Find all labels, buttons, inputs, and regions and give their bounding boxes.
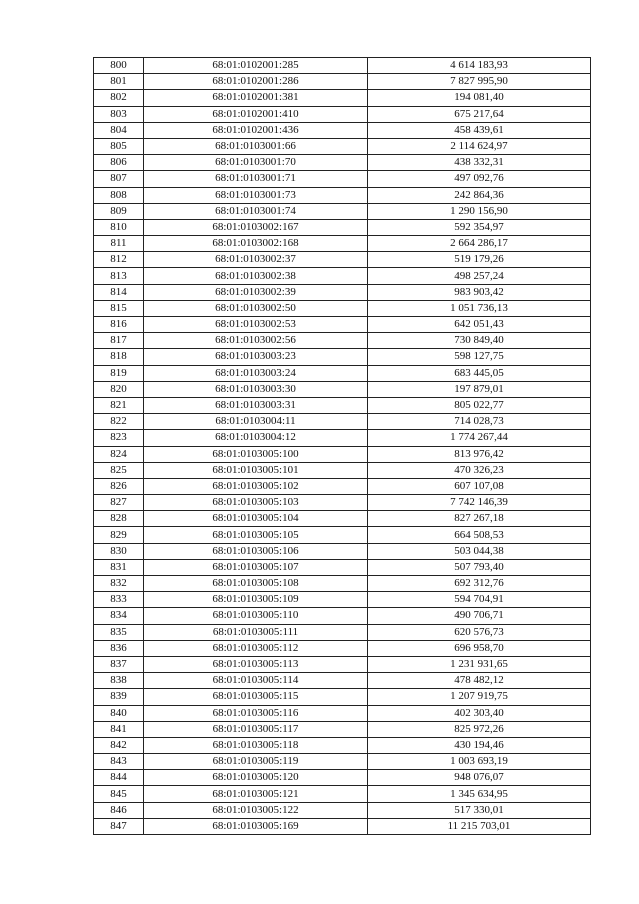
row-number-cell: 835 [94, 624, 144, 640]
cadastral-number-cell: 68:01:0103005:100 [144, 446, 368, 462]
row-number-cell: 828 [94, 511, 144, 527]
cadastral-value-cell: 827 267,18 [368, 511, 591, 527]
cadastral-number-cell: 68:01:0102001:381 [144, 90, 368, 106]
cadastral-value-cell: 11 215 703,01 [368, 818, 591, 834]
cadastral-number-cell: 68:01:0103005:107 [144, 559, 368, 575]
row-number-cell: 845 [94, 786, 144, 802]
cadastral-value-cell: 983 903,42 [368, 284, 591, 300]
table-row [94, 106, 591, 122]
cadastral-value-cell: 598 127,75 [368, 349, 591, 365]
row-number-cell: 801 [94, 74, 144, 90]
table-row [94, 624, 591, 640]
cadastral-number-cell: 68:01:0103002:168 [144, 236, 368, 252]
row-number-cell: 814 [94, 284, 144, 300]
row-number-cell: 815 [94, 300, 144, 316]
cadastral-value-table [93, 57, 591, 835]
table-row [94, 317, 591, 333]
cadastral-value-cell: 242 864,36 [368, 187, 591, 203]
cadastral-number-cell: 68:01:0102001:436 [144, 122, 368, 138]
cadastral-value-cell: 1 003 693,19 [368, 754, 591, 770]
cadastral-number-cell: 68:01:0103005:122 [144, 802, 368, 818]
cadastral-number-cell: 68:01:0103005:106 [144, 543, 368, 559]
cadastral-value-cell: 402 303,40 [368, 705, 591, 721]
row-number-cell: 832 [94, 576, 144, 592]
row-number-cell: 812 [94, 252, 144, 268]
cadastral-number-cell: 68:01:0103005:120 [144, 770, 368, 786]
cadastral-number-cell: 68:01:0103005:101 [144, 462, 368, 478]
cadastral-number-cell: 68:01:0103003:24 [144, 365, 368, 381]
table-row [94, 252, 591, 268]
cadastral-value-cell: 490 706,71 [368, 608, 591, 624]
row-number-cell: 846 [94, 802, 144, 818]
cadastral-value-cell: 517 330,01 [368, 802, 591, 818]
cadastral-value-cell: 2 114 624,97 [368, 138, 591, 154]
table-row [94, 414, 591, 430]
row-number-cell: 843 [94, 754, 144, 770]
row-number-cell: 819 [94, 365, 144, 381]
row-number-cell: 818 [94, 349, 144, 365]
cadastral-value-cell: 642 051,43 [368, 317, 591, 333]
cadastral-number-cell: 68:01:0103005:113 [144, 656, 368, 672]
cadastral-number-cell: 68:01:0103005:112 [144, 640, 368, 656]
cadastral-value-cell: 714 028,73 [368, 414, 591, 430]
cadastral-value-cell: 519 179,26 [368, 252, 591, 268]
table-row [94, 592, 591, 608]
cadastral-number-cell: 68:01:0103001:70 [144, 155, 368, 171]
table-row [94, 381, 591, 397]
cadastral-number-cell: 68:01:0103002:39 [144, 284, 368, 300]
row-number-cell: 803 [94, 106, 144, 122]
table-row [94, 770, 591, 786]
cadastral-number-cell: 68:01:0103001:71 [144, 171, 368, 187]
row-number-cell: 816 [94, 317, 144, 333]
cadastral-number-cell: 68:01:0103005:109 [144, 592, 368, 608]
row-number-cell: 807 [94, 171, 144, 187]
cadastral-number-cell: 68:01:0103002:53 [144, 317, 368, 333]
table-row [94, 397, 591, 413]
table-row [94, 122, 591, 138]
cadastral-number-cell: 68:01:0103005:115 [144, 689, 368, 705]
table-row [94, 446, 591, 462]
table-row [94, 608, 591, 624]
table-row [94, 236, 591, 252]
table-row [94, 219, 591, 235]
cadastral-value-cell: 692 312,76 [368, 576, 591, 592]
row-number-cell: 806 [94, 155, 144, 171]
cadastral-number-cell: 68:01:0103002:56 [144, 333, 368, 349]
table-row [94, 74, 591, 90]
cadastral-number-cell: 68:01:0103001:74 [144, 203, 368, 219]
cadastral-value-cell: 197 879,01 [368, 381, 591, 397]
cadastral-number-cell: 68:01:0103005:119 [144, 754, 368, 770]
cadastral-value-cell: 664 508,53 [368, 527, 591, 543]
cadastral-value-cell: 592 354,97 [368, 219, 591, 235]
cadastral-value-cell: 498 257,24 [368, 268, 591, 284]
row-number-cell: 813 [94, 268, 144, 284]
cadastral-value-cell: 607 107,08 [368, 478, 591, 494]
table-row [94, 527, 591, 543]
row-number-cell: 844 [94, 770, 144, 786]
cadastral-number-cell: 68:01:0103001:73 [144, 187, 368, 203]
table-row [94, 187, 591, 203]
cadastral-number-cell: 68:01:0103005:103 [144, 495, 368, 511]
row-number-cell: 820 [94, 381, 144, 397]
cadastral-number-cell: 68:01:0103002:50 [144, 300, 368, 316]
row-number-cell: 839 [94, 689, 144, 705]
table-row [94, 495, 591, 511]
cadastral-value-cell: 438 332,31 [368, 155, 591, 171]
row-number-cell: 802 [94, 90, 144, 106]
table-row [94, 268, 591, 284]
row-number-cell: 800 [94, 58, 144, 74]
table-row [94, 333, 591, 349]
table-row [94, 818, 591, 834]
cadastral-value-cell: 813 976,42 [368, 446, 591, 462]
cadastral-number-cell: 68:01:0102001:286 [144, 74, 368, 90]
cadastral-value-cell: 1 231 931,65 [368, 656, 591, 672]
table-row [94, 58, 591, 74]
row-number-cell: 825 [94, 462, 144, 478]
table-row [94, 786, 591, 802]
cadastral-number-cell: 68:01:0103003:30 [144, 381, 368, 397]
cadastral-number-cell: 68:01:0103005:102 [144, 478, 368, 494]
row-number-cell: 805 [94, 138, 144, 154]
table-row [94, 576, 591, 592]
row-number-cell: 833 [94, 592, 144, 608]
cadastral-value-cell: 620 576,73 [368, 624, 591, 640]
cadastral-value-cell: 1 207 919,75 [368, 689, 591, 705]
cadastral-value-cell: 2 664 286,17 [368, 236, 591, 252]
cadastral-number-cell: 68:01:0102001:410 [144, 106, 368, 122]
cadastral-number-cell: 68:01:0102001:285 [144, 58, 368, 74]
row-number-cell: 810 [94, 219, 144, 235]
row-number-cell: 838 [94, 673, 144, 689]
table-row [94, 543, 591, 559]
row-number-cell: 842 [94, 737, 144, 753]
cadastral-value-cell: 805 022,77 [368, 397, 591, 413]
row-number-cell: 827 [94, 495, 144, 511]
cadastral-value-cell: 507 793,40 [368, 559, 591, 575]
table-row [94, 737, 591, 753]
table-row [94, 365, 591, 381]
table-row [94, 656, 591, 672]
row-number-cell: 811 [94, 236, 144, 252]
table-row [94, 90, 591, 106]
table-row [94, 478, 591, 494]
cadastral-number-cell: 68:01:0103005:118 [144, 737, 368, 753]
table-row [94, 721, 591, 737]
cadastral-number-cell: 68:01:0103005:110 [144, 608, 368, 624]
row-number-cell: 824 [94, 446, 144, 462]
cadastral-value-cell: 825 972,26 [368, 721, 591, 737]
row-number-cell: 817 [94, 333, 144, 349]
row-number-cell: 841 [94, 721, 144, 737]
cadastral-number-cell: 68:01:0103002:38 [144, 268, 368, 284]
cadastral-number-cell: 68:01:0103005:117 [144, 721, 368, 737]
cadastral-number-cell: 68:01:0103005:114 [144, 673, 368, 689]
table-row [94, 705, 591, 721]
row-number-cell: 836 [94, 640, 144, 656]
cadastral-number-cell: 68:01:0103005:116 [144, 705, 368, 721]
row-number-cell: 837 [94, 656, 144, 672]
row-number-cell: 829 [94, 527, 144, 543]
cadastral-value-cell: 194 081,40 [368, 90, 591, 106]
cadastral-value-cell: 7 827 995,90 [368, 74, 591, 90]
table-row [94, 559, 591, 575]
row-number-cell: 831 [94, 559, 144, 575]
cadastral-value-cell: 696 958,70 [368, 640, 591, 656]
table-body [94, 58, 591, 835]
cadastral-value-cell: 478 482,12 [368, 673, 591, 689]
cadastral-value-cell: 470 326,23 [368, 462, 591, 478]
cadastral-number-cell: 68:01:0103005:105 [144, 527, 368, 543]
cadastral-value-cell: 430 194,46 [368, 737, 591, 753]
row-number-cell: 840 [94, 705, 144, 721]
cadastral-value-cell: 594 704,91 [368, 592, 591, 608]
cadastral-number-cell: 68:01:0103002:37 [144, 252, 368, 268]
table-row [94, 155, 591, 171]
table-row [94, 462, 591, 478]
cadastral-number-cell: 68:01:0103003:23 [144, 349, 368, 365]
cadastral-number-cell: 68:01:0103005:169 [144, 818, 368, 834]
cadastral-value-cell: 503 044,38 [368, 543, 591, 559]
cadastral-number-cell: 68:01:0103005:121 [144, 786, 368, 802]
table-row [94, 802, 591, 818]
table-row [94, 203, 591, 219]
row-number-cell: 830 [94, 543, 144, 559]
cadastral-value-cell: 1 290 156,90 [368, 203, 591, 219]
cadastral-value-cell: 948 076,07 [368, 770, 591, 786]
cadastral-value-cell: 458 439,61 [368, 122, 591, 138]
table-row [94, 511, 591, 527]
cadastral-value-cell: 675 217,64 [368, 106, 591, 122]
cadastral-number-cell: 68:01:0103001:66 [144, 138, 368, 154]
cadastral-value-cell: 683 445,05 [368, 365, 591, 381]
row-number-cell: 809 [94, 203, 144, 219]
table-row [94, 673, 591, 689]
table-row [94, 349, 591, 365]
table-row [94, 171, 591, 187]
row-number-cell: 847 [94, 818, 144, 834]
table-row [94, 430, 591, 446]
cadastral-value-cell: 1 051 736,13 [368, 300, 591, 316]
table-row [94, 689, 591, 705]
table-row [94, 300, 591, 316]
row-number-cell: 826 [94, 478, 144, 494]
cadastral-value-cell: 7 742 146,39 [368, 495, 591, 511]
row-number-cell: 834 [94, 608, 144, 624]
table-row [94, 640, 591, 656]
cadastral-value-cell: 1 774 267,44 [368, 430, 591, 446]
table-row [94, 284, 591, 300]
row-number-cell: 804 [94, 122, 144, 138]
cadastral-value-cell: 730 849,40 [368, 333, 591, 349]
cadastral-number-cell: 68:01:0103002:167 [144, 219, 368, 235]
table-row [94, 138, 591, 154]
cadastral-number-cell: 68:01:0103004:12 [144, 430, 368, 446]
row-number-cell: 821 [94, 397, 144, 413]
row-number-cell: 808 [94, 187, 144, 203]
row-number-cell: 823 [94, 430, 144, 446]
cadastral-number-cell: 68:01:0103004:11 [144, 414, 368, 430]
table-row [94, 754, 591, 770]
cadastral-number-cell: 68:01:0103005:111 [144, 624, 368, 640]
cadastral-value-cell: 1 345 634,95 [368, 786, 591, 802]
row-number-cell: 822 [94, 414, 144, 430]
cadastral-number-cell: 68:01:0103005:104 [144, 511, 368, 527]
cadastral-number-cell: 68:01:0103003:31 [144, 397, 368, 413]
cadastral-value-cell: 497 092,76 [368, 171, 591, 187]
cadastral-number-cell: 68:01:0103005:108 [144, 576, 368, 592]
cadastral-value-cell: 4 614 183,93 [368, 58, 591, 74]
